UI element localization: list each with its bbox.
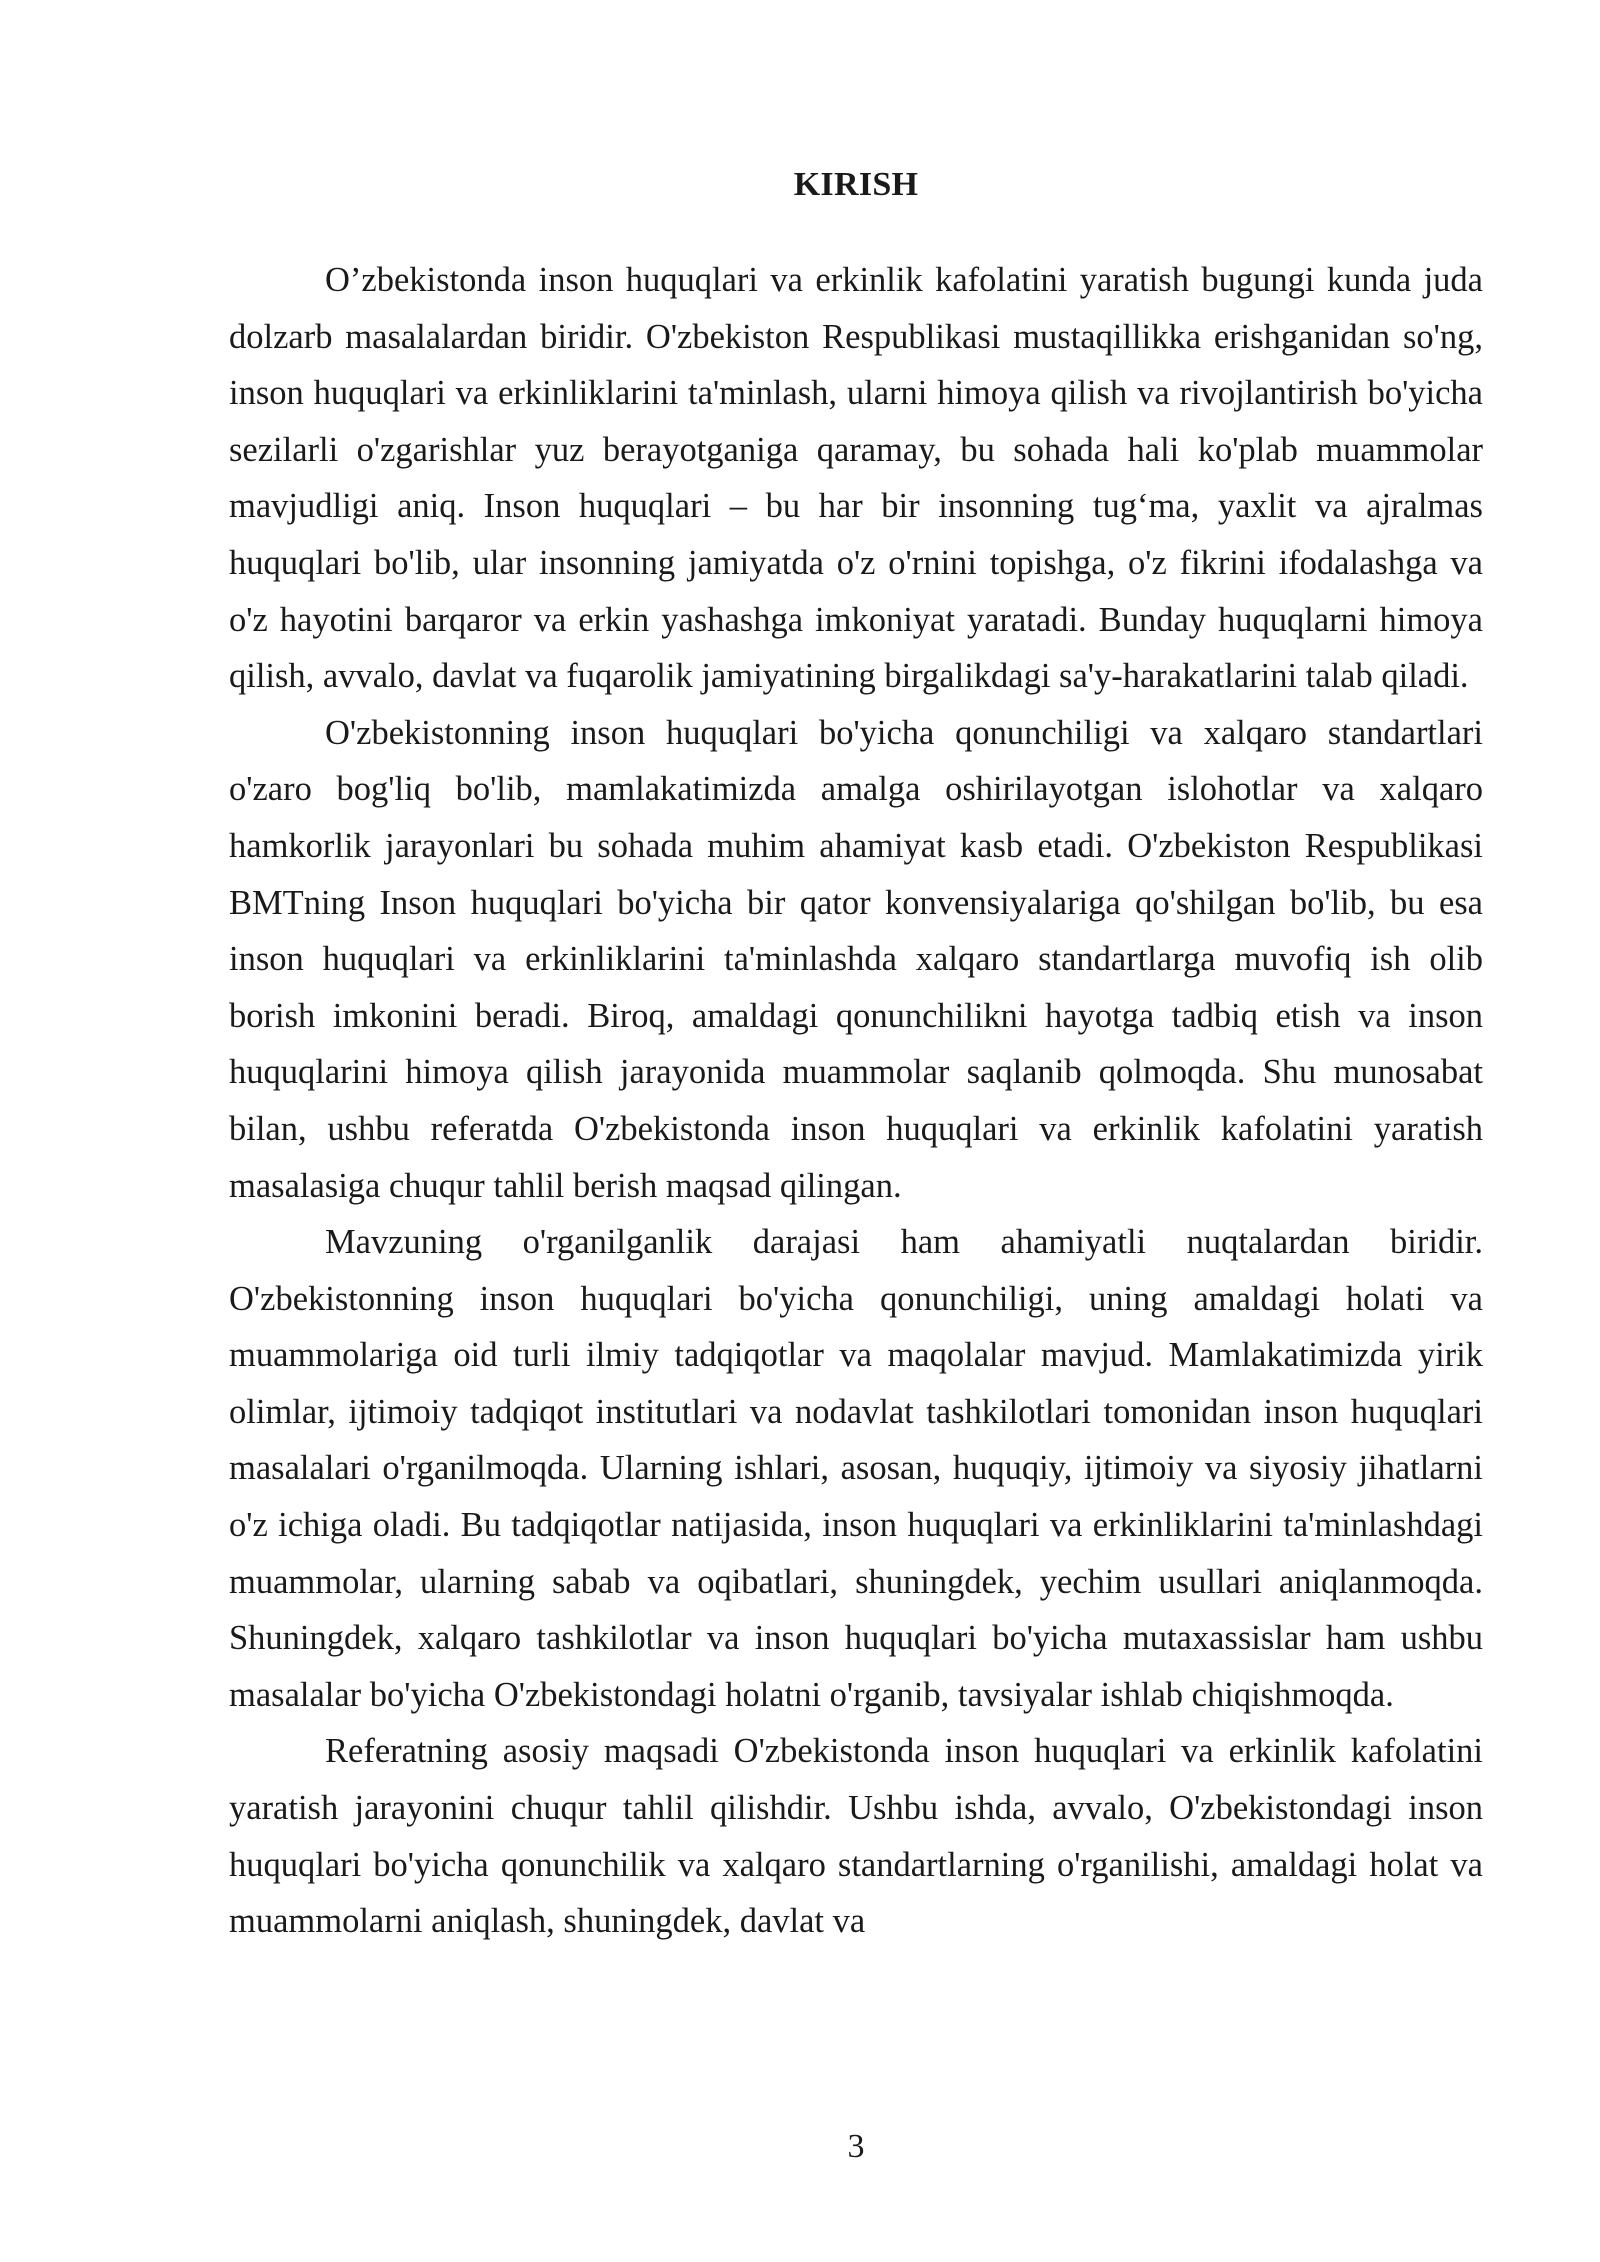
paragraph-4: Referatning asosiy maqsadi O'zbekistonda inson huquqlari va erkinlik kafolatini yaratish jarayonini chuqur tahlil qilishdir. Ushbu ishda, avvalo, O'zbekistondagi inson huquqlari bo'yicha qonunchilik va xalqaro standartlarning o'rganilishi, amaldagi holat va muammolarni aniqlash, shuningdek, davlat va xyxy=(229,1732,1483,1941)
section-heading: KIRISH xyxy=(793,166,919,203)
paragraph-2: O'zbekistonning inson huquqlari bo'yicha qonunchiligi va xalqaro standartlari o'zaro bog'liq bo'lib, mamlakatimizda amalga oshirilayotgan islohotlar va xalqaro hamkorlik jarayonlari bu sohada muhim ahamiyat kasb etadi. O'zbekiston Respublikasi BMTning Inson huquqlari bo'yicha bir qator konvensiyalariga qo'shilgan bo'lib, bu esa inson huquqlari va erkinliklarini ta'minlashda xalqaro standartlarga muvofiq ish olib borish imkonini beradi. Biroq, amaldagi qonunchilikni hayotga tadbiq etish va inson huquqlarini himoya qilish jarayonida muammolar saqlanib qolmoqda. Shu munosabat bilan, ushbu referatda O'zbekistonda inson huquqlari va erkinlik kafolatini yaratish masalasiga chuqur tahlil berish maqsad qilingan. xyxy=(229,713,1483,1205)
page-number: 3 xyxy=(847,2128,865,2165)
paragraph-3: Mavzuning o'rganilganlik darajasi ham ahamiyatli nuqtalardan biridir. O'zbekistonning inson huquqlari bo'yicha qonunchiligi, uning amaldagi holati va muammolariga oid turli ilmiy tadqiqotlar va maqolalar mavjud. Mamlakatimizda yirik olimlar, ijtimoiy tadqiqot institutlari va nodavlat tashkilotlari tomonidan inson huquqlari masalalari o'rganilmoqda. Ularning ishlari, asosan, huquqiy, ijtimoiy va siyosiy jihatlarni o'z ichiga oladi. Bu tadqiqotlar natijasida, inson huquqlari va erkinliklarini ta'minlashdagi muammolar, ularning sabab va oqibatlari, shuningdek, yechim usullari aniqlanmoqda. Shuningdek, xalqaro tashkilotlar va inson huquqlari bo'yicha mutaxassislar ham ushbu masalalar bo'yicha O'zbekistondagi holatni o'rganib, tavsiyalar ishlab chiqishmoqda. xyxy=(229,1223,1483,1714)
paragraph-1: O’zbekistonda inson huquqlari va erkinlik kafolatini yaratish bugungi kunda juda dolzarb masalalardan biridir. O'zbekiston Respublikasi mustaqillikka erishganidan so'ng, inson huquqlari va erkinliklarini ta'minlash, ularni himoya qilish va rivojlantirish bo'yicha sezilarli o'zgarishlar yuz berayotganiga qaramay, bu sohada hali ko'plab muammolar mavjudligi aniq. Inson huquqlari – bu har bir insonning tug‘ma, yaxlit va ajralmas huquqlari bo'lib, ular insonning jamiyatda o'z o'rnini topishga, o'z fikrini ifodalashga va o'z hayotini barqaror va erkin yashashga imkoniyat yaratadi. Bunday huquqlarni himoya qilish, avvalo, davlat va fuqarolik jamiyatining birgalikdagi sa'y-harakatlarini talab qiladi. xyxy=(229,261,1483,696)
body-text xyxy=(229,252,1483,1950)
